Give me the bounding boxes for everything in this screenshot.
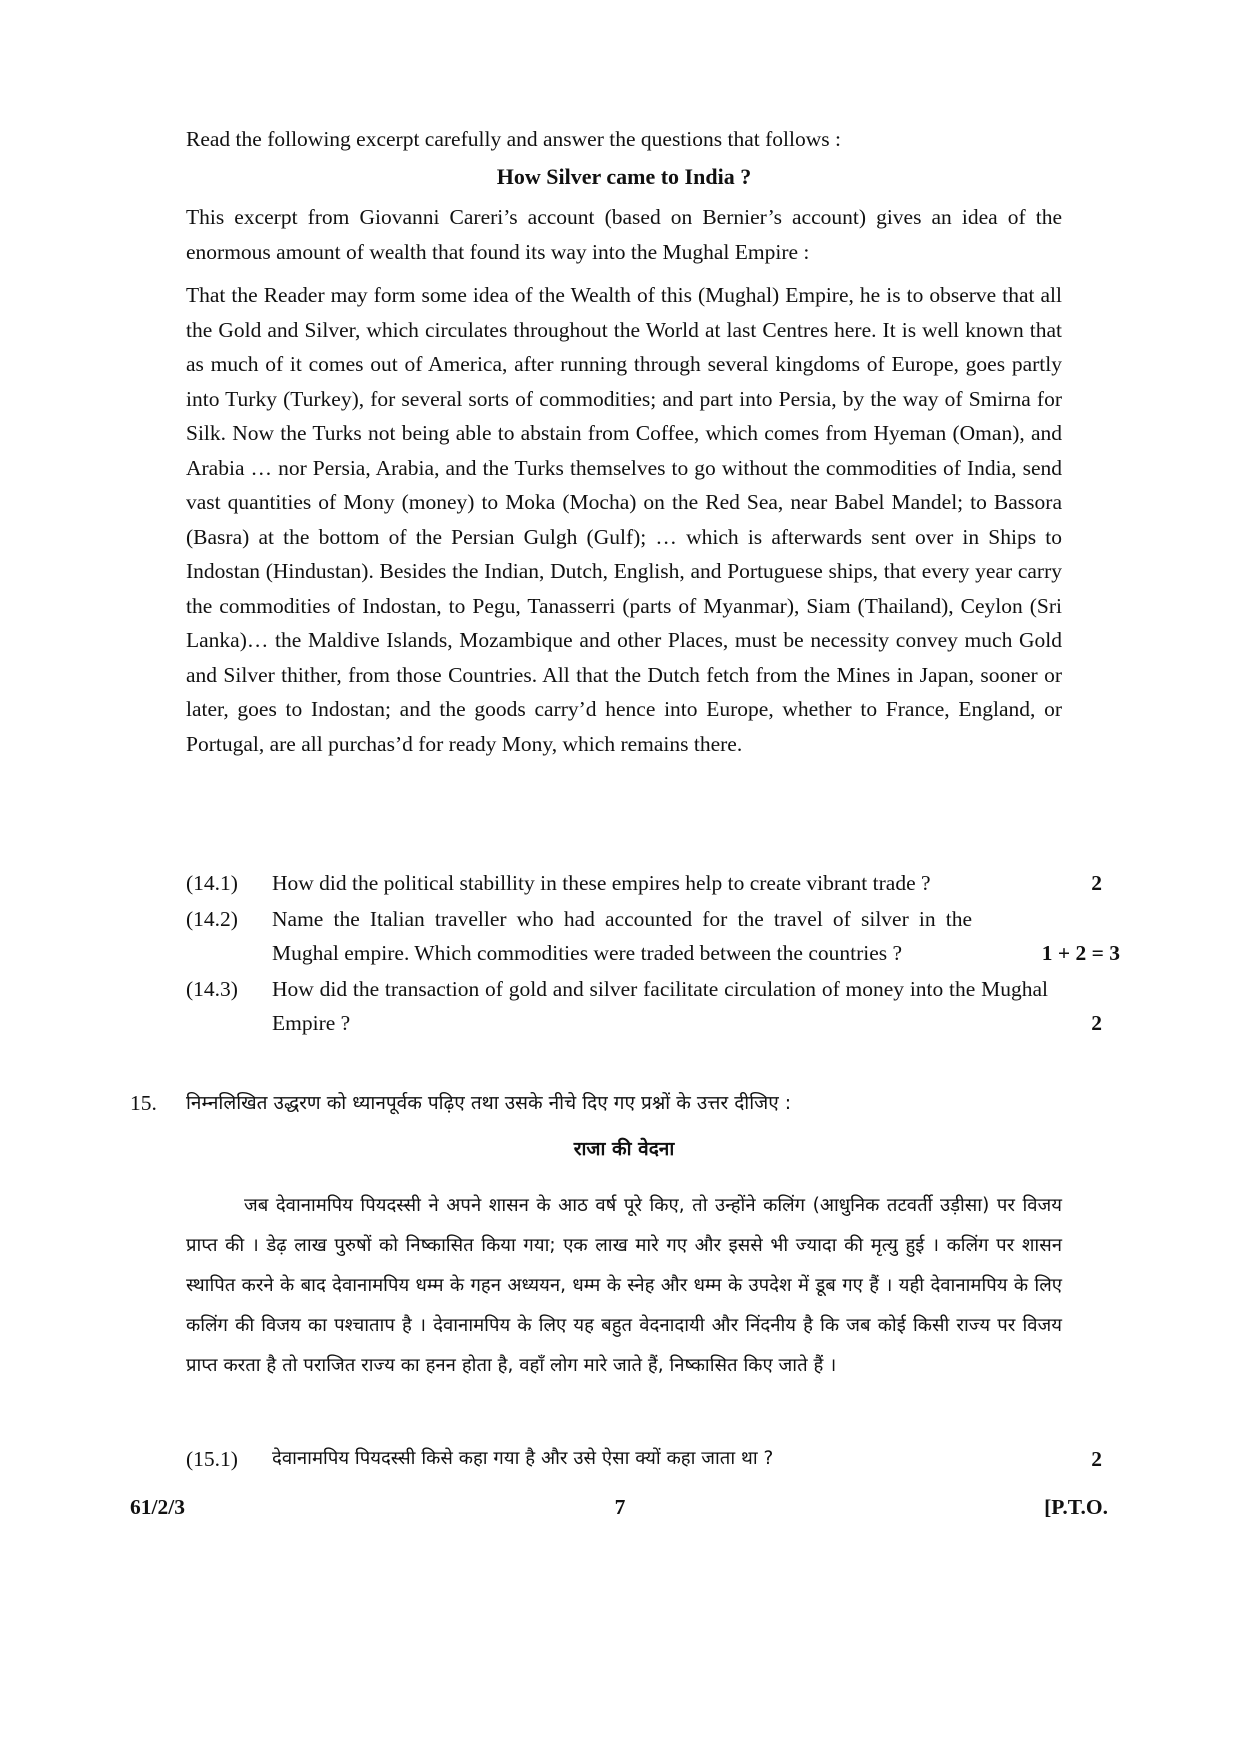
excerpt-title: How Silver came to India ?	[496, 164, 752, 189]
excerpt-body: That the Reader may form some idea of the Wealth of this (Mughal) Empire, he is to observe that all the Gold and Silver, which circulates throughout the World at last Centres here. It is well known that as much of it comes out of America, after running through several kingdoms of Europe, goes partly into Turky (Turkey), for several sorts of commodities; and part into Persia, by the way of Smirna for Silk. Now the Turks not being able to abstain from Coffee, which comes from Hyeman (Oman), and Arabia … nor Persia, Arabia, and the Turks themselves to go without the commodities of India, send vast quantities of Mony (money) to Moka (Mocha) on the Red Sea, near Babel Mandel; to Bassora (Basra) at the bottom of the Persian Gulgh (Gulf); … which is afterwards sent over in Ships to Indostan (Hindustan). Besides the Indian, Dutch, English, and Portuguese ships, that every year carry the commodities of Indostan, to Pegu, Tanasserri (parts of Myanmar), Siam (Thailand), Ceylon (Sri Lanka)… the Maldive Islands, Mozambique and other Places, must be necessity convey much Gold and Silver thither, from those Countries. All that the Dutch fetch from the Mines in Japan, sooner or later, goes to Indostan; and the goods carry’d hence into Europe, whether to France, England, or Portugal, are all purchas’d for ready Mony, which remains there.	[186, 283, 1062, 756]
question-text: How did the political stabillity in these empires help to create vibrant trade ?	[272, 871, 931, 895]
question-number: (15.1)	[186, 1447, 238, 1471]
question-marks: 1 + 2 = 3	[1041, 941, 1120, 965]
passage-body: जब देवानामपिय पियदस्सी ने अपने शासन के आठ वर्ष पूरे किए, तो उन्होंने कलिंग (आधुनिक तटवर्ती उड़ीसा) पर विजय प्राप्त की । डेढ़ लाख पुरुषों को निष्कासित किया गया; एक लाख मारे गए और इससे भी ज्यादा की मृत्यु हुई । कलिंग पर शासन स्थापित करने के बाद देवानामपिय धम्म के गहन अध्ययन, धम्म के स्नेह और धम्म के उपदेश में डूब गए हैं । यही देवानामपिय के लिए कलिंग की विजय का पश्चाताप है । देवानामपिय के लिए यह बहुत वेदनादायी और निंदनीय है कि जब कोई किसी राज्य पर विजय प्राप्त करता है तो पराजित राज्य का हनन होता है, वहाँ लोग मारे जाते हैं, निष्कासित किए जाते हैं ।	[186, 1195, 1062, 1376]
excerpt-introduction: This excerpt from Giovanni Careri’s account (based on Bernier’s account) gives an idea of the enormous amount of wealth that found its way into the Mughal Empire :	[186, 205, 1062, 264]
question-instruction: निम्नलिखित उद्धरण को ध्यानपूर्वक पढ़िए तथा उसके नीचे दिए गए प्रश्नों के उत्तर दीजिए :	[186, 1092, 792, 1114]
page-number: 7	[614, 1495, 626, 1519]
question-text: Name the Italian traveller who had accounted for the travel of silver in the Mughal empire. Which commodities were traded between the countries ?	[272, 907, 972, 965]
question-marks: 2	[1091, 1011, 1102, 1035]
question-text: How did the transaction of gold and silver facilitate circulation of money into the Mughal Empire ?	[272, 977, 1048, 1035]
excerpt-instruction: Read the following excerpt carefully and answer the questions that follows :	[186, 127, 841, 151]
question-marks: 2	[1091, 871, 1102, 895]
question-number: (14.3)	[186, 977, 238, 1001]
question-text: देवानामपिय पियदस्सी किसे कहा गया है और उसे ऐसा क्यों कहा जाता था ?	[272, 1448, 774, 1469]
question-number: (14.2)	[186, 907, 238, 931]
question-marks: 2	[1091, 1447, 1102, 1471]
question-number: 15.	[130, 1091, 157, 1115]
please-turn-over: [P.T.O.	[1044, 1495, 1108, 1519]
passage-title: राजा की वेदना	[573, 1138, 675, 1160]
question-number: (14.1)	[186, 871, 238, 895]
paper-code: 61/2/3	[130, 1495, 185, 1519]
